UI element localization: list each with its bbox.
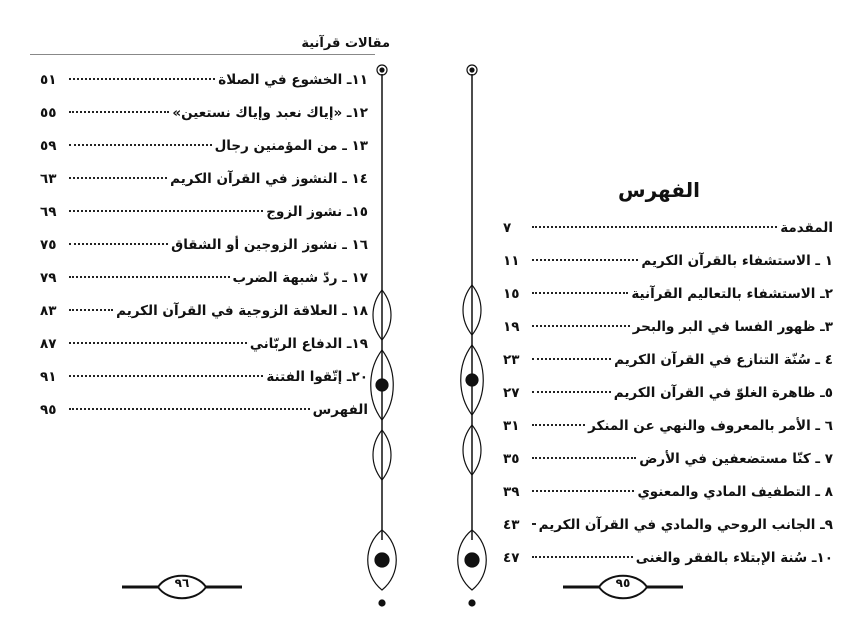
dot-leader [69, 408, 310, 410]
toc-entry-label: ١٩ـ الدفاع الربّاني [249, 336, 368, 352]
toc-entry-label: ١٨ ـ العلاقة الزوجية في القرآن الكريم [116, 303, 368, 319]
dot-leader [532, 556, 633, 558]
toc-entry-label: ٢ـ الاستشفاء بالتعاليم القرآنية [631, 286, 833, 302]
page-number-wrap [563, 570, 683, 604]
toc-entry-page: ٣٥ [503, 451, 520, 467]
toc-entry[interactable] [40, 361, 368, 394]
toc-entry-label: ١٠ـ سُنة الإبتلاء بالفقر والغنى [635, 550, 833, 566]
toc-entry[interactable] [40, 196, 368, 229]
toc-entry-page: ٥٥ [40, 105, 57, 121]
toc-entry-label: ٥ـ ظاهرة الغلوّ في القرآن الكريم [613, 385, 833, 401]
toc-entry-page: ٧٩ [40, 270, 57, 286]
toc-entry-page: ١٩ [503, 319, 520, 335]
toc-entry-label: ١٥ـ نشوز الزوج [266, 204, 368, 220]
toc-entry[interactable] [503, 245, 833, 278]
toc-entry[interactable] [503, 212, 833, 245]
toc-entry[interactable] [40, 229, 368, 262]
toc-entry-label: ٤ ـ سُنّة التنازع في القرآن الكريم [614, 352, 833, 368]
toc-entry-label: ٩ـ الجانب الروحي والمادي في القرآن الكريم [538, 517, 833, 533]
toc-entry-label: الفهرس [312, 402, 368, 418]
toc-entry[interactable] [503, 410, 833, 443]
toc-entry[interactable] [40, 163, 368, 196]
dot-leader [69, 111, 169, 113]
dot-leader [532, 457, 636, 459]
toc-entry-label: ٢٠ـ إتّقوا الفتنة [266, 369, 368, 385]
toc-title: الفهرس [617, 178, 700, 202]
toc-entry-page: ٤٧ [503, 550, 520, 566]
toc-entry[interactable] [40, 97, 368, 130]
toc-entry-page: ٧ [503, 220, 512, 236]
toc-entry-label: ١ ـ الاستشفاء بالقرآن الكريم [641, 253, 833, 269]
toc-entry-label: ٧ ـ كنّا مستضعفين في الأرض [639, 451, 833, 467]
toc-entry-page: ٢٣ [503, 352, 520, 368]
dot-leader [532, 523, 536, 525]
toc-entry-label: ٣ـ ظهور الفسا في البر والبحر [632, 319, 833, 335]
toc-entry-label: ١٦ ـ نشوز الزوجين أو الشقاق [171, 237, 368, 253]
dot-leader [69, 78, 215, 80]
toc-entry-label: ٦ ـ الأمر بالمعروف والنهي عن المنكر [588, 418, 833, 434]
toc-entry-label: ٨ ـ التطفيف المادي والمعنوي [637, 484, 833, 500]
toc-entry-page: ٥١ [40, 72, 57, 88]
border-ornament-icon [365, 60, 399, 610]
toc-entry[interactable] [40, 64, 368, 97]
toc-entry-label: ١٣ ـ من المؤمنين رجال [214, 138, 368, 154]
toc-entry[interactable] [40, 295, 368, 328]
toc-list-right [503, 212, 833, 575]
toc-entry-page: ٣٩ [503, 484, 520, 500]
dot-leader [69, 342, 247, 344]
toc-entry-page: ١٥ [503, 286, 520, 302]
toc-entry-page: ٨٧ [40, 336, 57, 352]
toc-entry[interactable] [503, 278, 833, 311]
toc-entry[interactable] [40, 394, 368, 427]
toc-entry-label: ١٧ ـ ردّ شبهة الضرب [232, 270, 368, 286]
dot-leader [69, 276, 230, 278]
dot-leader [69, 144, 212, 146]
toc-entry-page: ٧٥ [40, 237, 57, 253]
dot-leader [532, 358, 611, 360]
dot-leader [69, 177, 167, 179]
toc-entry[interactable] [40, 262, 368, 295]
toc-entry[interactable] [503, 377, 833, 410]
dot-leader [69, 309, 113, 311]
toc-entry-page: ٤٣ [503, 517, 520, 533]
toc-entry[interactable] [40, 328, 368, 361]
header-rule [30, 54, 375, 55]
running-header: مقالات قرآنية [301, 36, 390, 51]
toc-list-left [40, 64, 368, 427]
dot-leader [532, 391, 611, 393]
toc-entry-label: ١٢ـ «إياك نعبد وإياك نستعين» [172, 105, 368, 121]
toc-entry-page: ٥٩ [40, 138, 57, 154]
toc-entry-page: ٩١ [40, 369, 57, 385]
dot-leader [532, 292, 628, 294]
dot-leader [532, 226, 777, 228]
right-page [455, 0, 863, 639]
toc-entry-label: ١٤ ـ النشوز في القرآن الكريم [170, 171, 368, 187]
toc-entry[interactable] [40, 130, 368, 163]
dot-leader [532, 490, 634, 492]
toc-entry[interactable] [503, 311, 833, 344]
toc-entry-page: ٦٩ [40, 204, 57, 220]
dot-leader [532, 424, 585, 426]
toc-entry-page: ٣١ [503, 418, 520, 434]
border-ornament-icon [455, 60, 489, 610]
toc-entry[interactable] [503, 509, 833, 542]
toc-entry-page: ٩٥ [40, 402, 57, 418]
toc-entry[interactable] [503, 443, 833, 476]
page-number: ٩٦ [174, 576, 190, 590]
toc-entry-page: ٢٧ [503, 385, 520, 401]
toc-entry-page: ١١ [503, 253, 520, 269]
toc-entry-label: ١١ـ الخشوع في الصلاة [218, 72, 368, 88]
toc-entry[interactable] [503, 344, 833, 377]
dot-leader [532, 259, 638, 261]
toc-entry-page: ٨٣ [40, 303, 57, 319]
dot-leader [69, 210, 263, 212]
page-number-wrap [122, 570, 242, 604]
toc-entry[interactable] [503, 476, 833, 509]
dot-leader [69, 375, 263, 377]
page-number: ٩٥ [615, 576, 631, 590]
toc-entry-label: المقدمة [780, 220, 833, 236]
left-page [0, 0, 400, 639]
toc-entry-page: ٦٣ [40, 171, 57, 187]
dot-leader [69, 243, 168, 245]
dot-leader [532, 325, 630, 327]
